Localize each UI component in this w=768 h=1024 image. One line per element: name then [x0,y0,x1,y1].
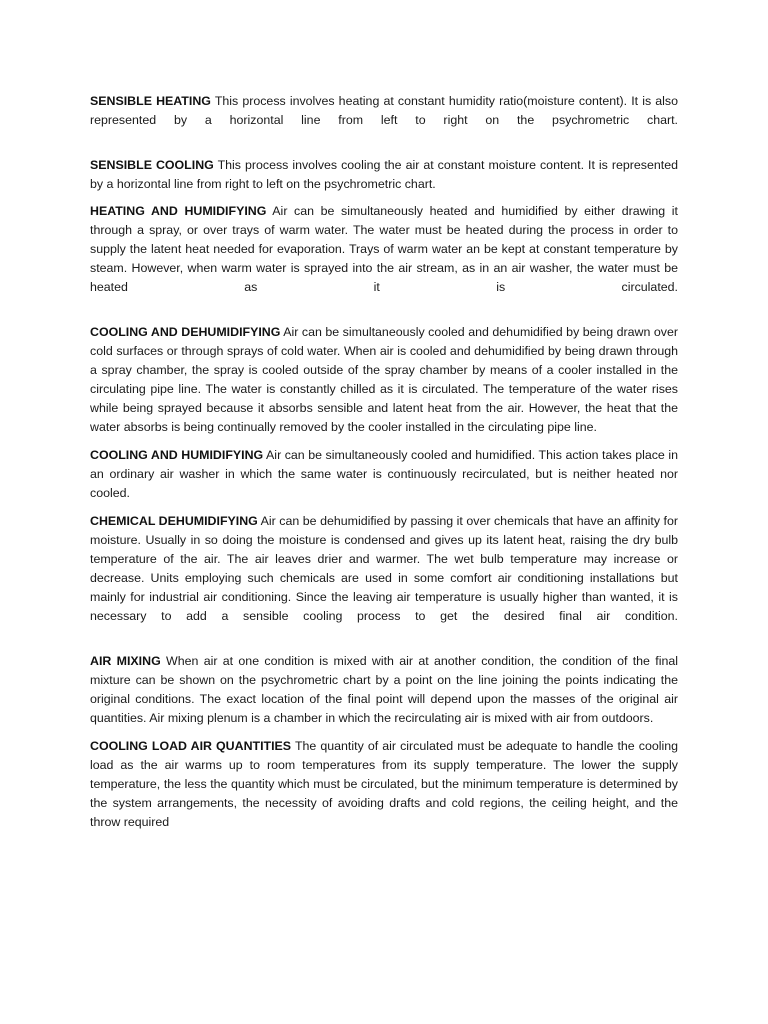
section-heading: COOLING LOAD AIR QUANTITIES [90,739,292,753]
section-heading: SENSIBLE HEATING [90,94,211,108]
section-body: The quantity of air circulated must be adequate to handle the cooling load as the air warms up to room temperatures from its supply temperature. The lower the supply temperature, the less the quantity which must be circulated, but the minimum temperature is determined by the system arrangements, the necessity of avoiding drafts and cold regions, the ceiling height, and the throw required [90,739,679,829]
section-chemical-dehumidifying [90,512,678,626]
section-cooling-load-air-quantities [90,737,678,832]
section-heading: CHEMICAL DEHUMIDIFYING [90,514,258,528]
section-heating-and-humidifying [90,202,678,297]
section-body: Air can be simultaneously cooled and dehumidified by being drawn over cold surfaces or through sprays of cold water. When air is cooled and dehumidified by being drawn through a spray chamber, the spray is cooled outside of the spray chamber by means of a cooler installed in the circulating pipe line. The water is constantly chilled as it is circulated. The temperature of the water rises while being sprayed because it absorbs sensible and latent heat from the air. However, the heat that the water absorbs is being continually removed by the cooler installed in the circulating pipe line. [90,325,678,434]
section-sensible-cooling [90,156,678,194]
section-body: This process involves heating at constant humidity ratio(moisture content). It is also represented by a horizontal line from left to right on the psychrometric chart. [90,94,679,127]
section-body: Air can be dehumidified by passing it over chemicals that have an affinity for moisture. Usually in so doing the moisture is condensed and gives up its latent heat, raising the dry bulb temperature of the air. The air leaves drier and warmer. The wet bulb temperature may increase or decrease. Units employing such chemicals are used in some comfort air conditioning installations but mainly for industrial air conditioning. Since the leaving air temperature is usually higher than wanted, it is necessary to add a sensible cooling process to get the desired final air condition. [90,514,678,623]
section-heading: SENSIBLE COOLING [90,158,214,172]
section-body: Air can be simultaneously cooled and humidified. This action takes place in an ordinary air washer in which the same water is continuously recirculated, but is neither heated nor cooled. [90,448,678,500]
section-body: When air at one condition is mixed with air at another condition, the condition of the final mixture can be shown on the psychrometric chart by a point on the line joining the points indicating the original conditions. The exact location of the final point will depend upon the masses of the original air quantities. Air mixing plenum is a chamber in which the recirculating air is mixed with air from outdoors. [90,654,678,725]
section-heading: COOLING AND HUMIDIFYING [90,448,264,462]
section-cooling-and-humidifying [90,446,678,503]
section-body: Air can be simultaneously heated and humidified by either drawing it through a spray, or over trays of warm water. The water must be heated during the process in order to supply the latent heat needed for evaporation. Trays of warm water an be kept at constant temperature by steam. However, when warm water is sprayed into the air stream, as in an air washer, the water must be heated as it is circulated. [90,204,678,294]
section-heading: AIR MIXING [90,654,161,668]
section-body: This process involves cooling the air at constant moisture content. It is represented by a horizontal line from right to left on the psychrometric chart. [90,158,678,191]
section-heading: HEATING AND HUMIDIFYING [90,204,267,218]
section-heading: COOLING AND DEHUMIDIFYING [90,325,281,339]
section-sensible-heating [90,92,678,130]
section-air-mixing [90,652,678,728]
document-page [90,92,678,832]
section-cooling-and-dehumidifying [90,323,678,437]
